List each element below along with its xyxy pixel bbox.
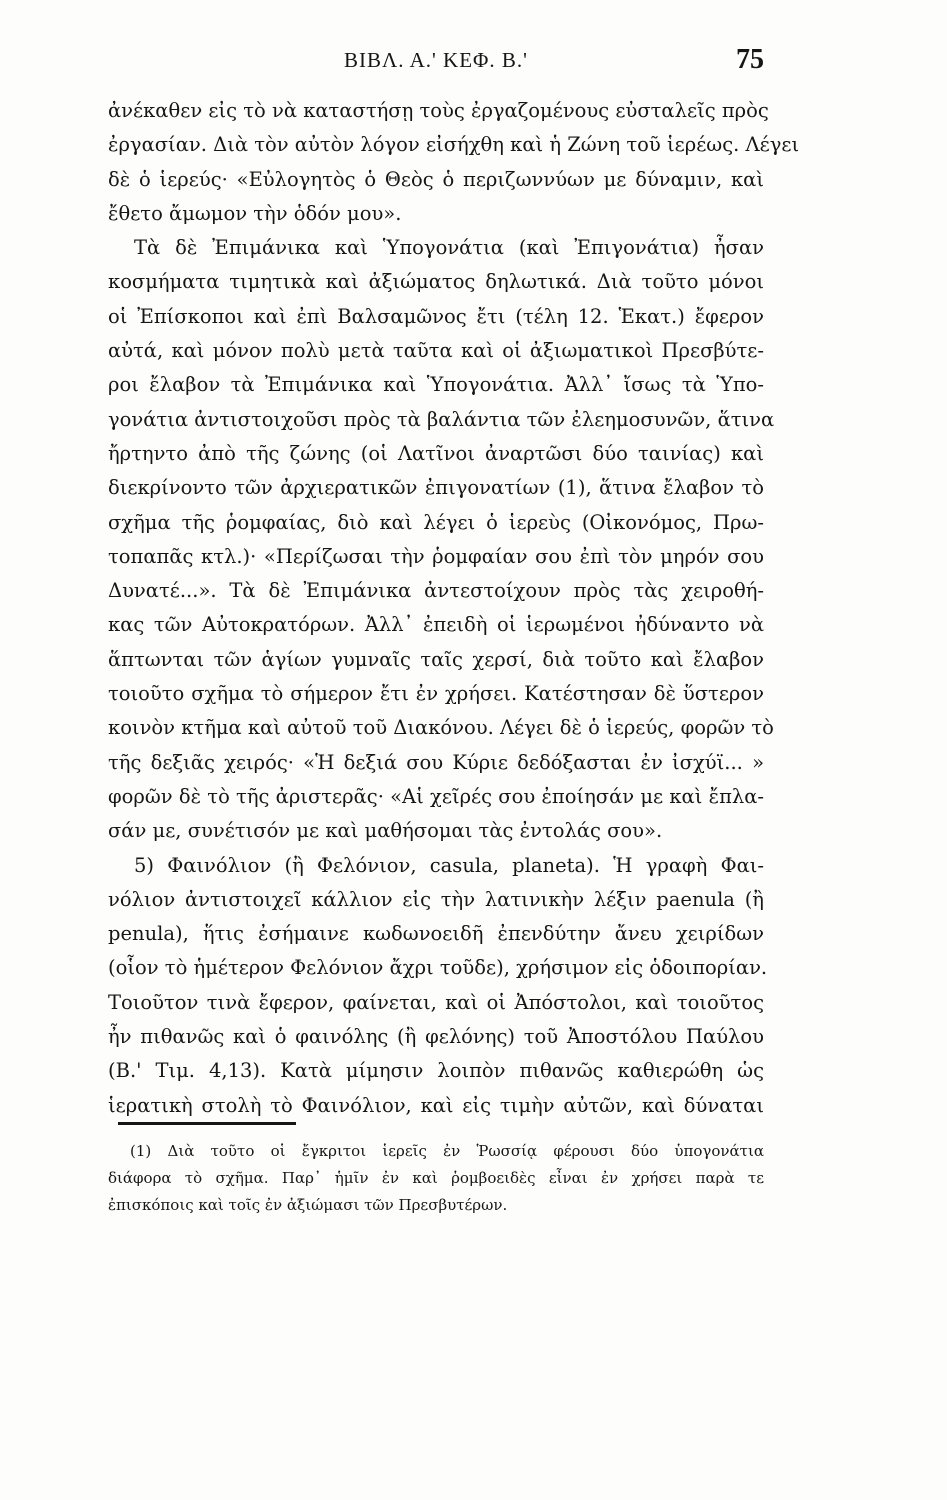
text-line: αὐτά, καὶ μόνον πολὺ μετὰ ταῦτα καὶ οἱ ἀξιωματικοὶ Πρεσβύτε- <box>108 339 764 363</box>
footnote-line: (1) Διὰ τοῦτο οἱ ἔγκριτοι ἱερεῖς ἐν Ῥωσσίᾳ φέρουσι δύο ὑπογονάτια <box>130 1142 764 1160</box>
text-line: δὲ ὁ ἱερεύς· «Εὐλογητὸς ὁ Θεὸς ὁ περιζωννύων με δύναμιν, καὶ <box>108 167 764 191</box>
text-line: Δυνατέ...». Τὰ δὲ Ἐπιμάνικα ἀντεστοίχουν πρὸς τὰς χειροθή- <box>108 579 764 603</box>
paragraph-start-line: Τὰ δὲ Ἐπιμάνικα καὶ Ὑπογονάτια (καὶ Ἐπιγονάτια) ἦσαν <box>134 236 764 260</box>
text-line: σχῆμα τῆς ῥομφαίας, διὸ καὶ λέγει ὁ ἱερεὺς (Οἰκονόμος, Πρω- <box>108 510 764 534</box>
text-line: ἱερατικὴ στολὴ τὸ Φαινόλιον, καὶ εἰς τιμὴν αὐτῶν, καὶ δύναται <box>108 1093 764 1117</box>
text-line: νόλιον ἀντιστοιχεῖ κάλλιον εἰς τὴν λατινικὴν λέξιν paenula (ἢ <box>108 887 764 911</box>
text-line: ἀνέκαθεν εἰς τὸ νὰ καταστήσῃ τοὺς ἐργαζομένους εὐσταλεῖς πρὸς <box>108 99 769 122</box>
page-number: 75 <box>736 44 764 75</box>
text-line: (Β.' Τιμ. 4,13). Κατὰ μίμησιν λοιπὸν πιθανῶς καθιερώθη ὡς <box>108 1059 764 1083</box>
text-line: ἅπτωνται τῶν ἁγίων γυμναῖς ταῖς χερσί, διὰ τοῦτο καὶ ἔλαβον <box>108 647 764 671</box>
text-line: (οἷον τὸ ἡμέτερον Φελόνιον ἄχρι τοῦδε), χρήσιμον εἰς ὁδοιπορίαν. <box>108 956 768 980</box>
text-line: penula), ἥτις ἐσήμαινε κωδωνοειδῆ ἐπενδύτην ἄνευ χειρίδων <box>108 922 764 946</box>
text-line: τῆς δεξιᾶς χειρός· «Ἡ δεξιά σου Κύριε δεδόξασται ἐν ἰσχύϊ... » <box>108 750 764 774</box>
text-line: κας τῶν Αὐτοκρατόρων. Ἀλλ᾽ ἐπειδὴ οἱ ἱερωμένοι ἠδύναντο νὰ <box>108 613 764 637</box>
text-line: οἱ Ἐπίσκοποι καὶ ἐπὶ Βαλσαμῶνος ἔτι (τέλη 12. Ἑκατ.) ἔφερον <box>108 304 764 328</box>
text-line: κοινὸν κτῆμα καὶ αὐτοῦ τοῦ Διακόνου. Λέγει δὲ ὁ ἱερεύς, φορῶν τὸ <box>108 716 774 740</box>
text-line: διεκρίνοντο τῶν ἀρχιερατικῶν ἐπιγονατίων (1), ἅτινα ἔλαβον τὸ <box>108 476 764 500</box>
text-line: φορῶν δὲ τὸ τῆς ἀριστερᾶς· «Αἱ χεῖρές σου ἐποίησάν με καὶ ἔπλα- <box>108 784 764 808</box>
text-line: σάν με, συνέτισόν με καὶ μαθήσομαι τὰς ἐντολάς σου». <box>108 819 663 843</box>
running-head-title: ΒΙΒΛ. Α.' ΚΕΦ. Β.' <box>344 48 528 72</box>
footnote-line: ἐπισκόποις καὶ τοῖς ἐν ἀξιώμασι τῶν Πρεσβυτέρων. <box>108 1196 508 1214</box>
body-text <box>108 94 800 1123</box>
text-line: ἐργασίαν. Διὰ τὸν αὐτὸν λόγον εἰσήχθη καὶ ἡ Ζώνη τοῦ ἱερέως. Λέγει <box>108 133 800 157</box>
running-head <box>108 44 764 80</box>
text-line: ἔθετο ἄμωμον τὴν ὁδόν μου». <box>108 201 402 225</box>
text-line: γονάτια ἀντιστοιχοῦσι πρὸς τὰ βαλάντια τῶν ἐλεημοσυνῶν, ἅτινα <box>108 407 775 431</box>
footnote-divider <box>118 1122 296 1125</box>
paragraph-start-line: 5) Φαινόλιον (ἢ Φελόνιον, casula, planeta). Ἡ γραφὴ Φαι- <box>134 853 764 877</box>
text-line: τοπαπᾶς κτλ.)· «Περίζωσαι τὴν ῥομφαίαν σου ἐπὶ τὸν μηρόν σου <box>108 544 764 568</box>
text-line: τοιοῦτο σχῆμα τὸ σήμερον ἔτι ἐν χρήσει. Κατέστησαν δὲ ὕστερον <box>108 682 764 706</box>
text-line: Τοιοῦτον τινὰ ἔφερον, φαίνεται, καὶ οἱ Ἀπόστολοι, καὶ τοιοῦτος <box>108 990 764 1014</box>
text-line: κοσμήματα τιμητικὰ καὶ ἀξιώματος δηλωτικά. Διὰ τοῦτο μόνοι <box>108 270 764 294</box>
text-line: ἦν πιθανῶς καὶ ὁ φαινόλης (ἢ φελόνης) τοῦ Ἀποστόλου Παύλου <box>108 1025 764 1049</box>
footnote-line: διάφορα τὸ σχῆμα. Παρ᾽ ἡμῖν ἐν καὶ ῥομβοειδὲς εἶναι ἐν χρήσει παρὰ τε <box>108 1169 764 1187</box>
text-line: ροι ἔλαβον τὰ Ἐπιμάνικα καὶ Ὑπογονάτια. Ἀλλ᾽ ἴσως τὰ Ὑπο- <box>108 373 764 397</box>
footnotes <box>108 1138 764 1219</box>
text-line: ἤρτηντο ἀπὸ τῆς ζώνης (οἱ Λατῖνοι ἀναρτῶσι δύο ταινίας) καὶ <box>108 441 764 465</box>
